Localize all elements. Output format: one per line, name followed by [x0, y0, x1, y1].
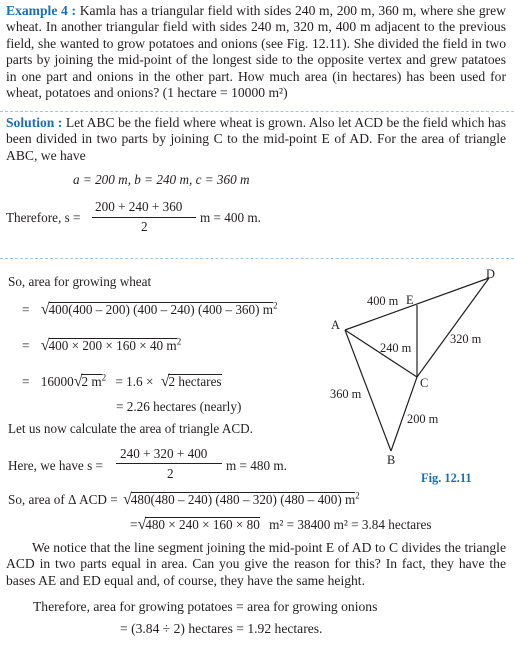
wheat-result: = 2.26 hectares (nearly) [116, 399, 242, 414]
vertex-label-d: D [486, 267, 495, 281]
fraction-bar [116, 463, 222, 464]
s2-denominator: 2 [167, 466, 174, 481]
length-label-ab: 360 m [330, 387, 362, 401]
fraction-bar [92, 217, 196, 218]
divider [0, 258, 514, 259]
example-label: Example 4 : [6, 3, 77, 18]
vertex-label-e: E [406, 293, 414, 307]
vertex-label-a: A [331, 318, 340, 332]
s2-result: m = 480 m. [226, 458, 287, 473]
length-label-cd: 320 m [450, 332, 482, 346]
solution-paragraph [6, 115, 506, 164]
vertex-label-b: B [387, 453, 396, 467]
wheat-line-2: = √400 × 200 × 160 × 40 $m^2$ [22, 336, 182, 354]
wheat-line-3: = 16000√2 $m^2 = 1.6 \times √2$ hectares [22, 372, 222, 390]
triangle-figure [320, 266, 514, 496]
length-label-ac: 240 m [380, 341, 412, 355]
acd-intro: Let us now calculate the area of triangle ACD. [8, 421, 253, 436]
therefore-s: Therefore, s = [6, 210, 81, 225]
example-text: Kamla has a triangular field with sides 240 m, 200 m, 360 m, where she grew wheat. In another triangular field with sides 240 m, 320 m, 400 m adjacent to the previous field, she wanted to grow potatoes and onions (see Fig. 12.11). She divided the field in two parts by joining the mid-point of the longest side to the opposite vertex and grew patatoes in one part and onions in the other part. How much area (in hectares) has been used for wheat, potatoes and onions? (1 hectare = 10000 m²) [6, 3, 506, 101]
solution-text: Let ABC be the field where wheat is grown. Also let ACD be the field which has been divided in two parts by joining C to the mid-point E of AD. For the area of triangle ABC, we have [6, 115, 507, 163]
therefore-line: Therefore, area for growing potatoes = area for growing onions [33, 599, 378, 614]
s1-denominator: 2 [141, 219, 148, 234]
s1-result: m = 400 m. [200, 210, 261, 225]
final-result: = (3.84 ÷ 2) hectares = 1.92 hectares. [120, 621, 323, 636]
acd-line-2: =√480 × 240 × 160 × 80 m² = 38400 m² = 3.84 hectares [130, 516, 432, 533]
wheat-line-1: = √400(400 – 200) (400 – 240) (400 – 360) $m^2$ [22, 300, 278, 318]
divider [0, 111, 514, 112]
example-paragraph [6, 3, 506, 101]
figure-caption: Fig. 12.11 [421, 471, 472, 485]
length-label-ae: 400 m [367, 294, 399, 308]
notice-paragraph: We notice that the line segment joining the mid-point E of AD to C divides the triangle ACD in two parts equal in area. Can you give the reason for this? In fact, they have the bases AE and ED equal and, of course, they have the same height. [6, 540, 506, 588]
abc-sides: a = 200 m, b = 240 m, c = 360 m [73, 172, 250, 187]
s2-numerator: 240 + 320 + 400 [120, 446, 208, 461]
here-s: Here, we have s = [8, 458, 103, 473]
wheat-intro: So, area for growing wheat [8, 274, 152, 289]
acd-line-1: So, area of Δ ACD = √480(480 – 240) (480 – 320) (480 – 400) $m^2$ [8, 490, 360, 508]
length-label-bc: 200 m [407, 412, 439, 426]
solution-label: Solution : [6, 115, 63, 130]
s1-numerator: 200 + 240 + 360 [95, 199, 183, 214]
edge-cd [417, 278, 489, 377]
vertex-label-c: C [420, 376, 429, 390]
